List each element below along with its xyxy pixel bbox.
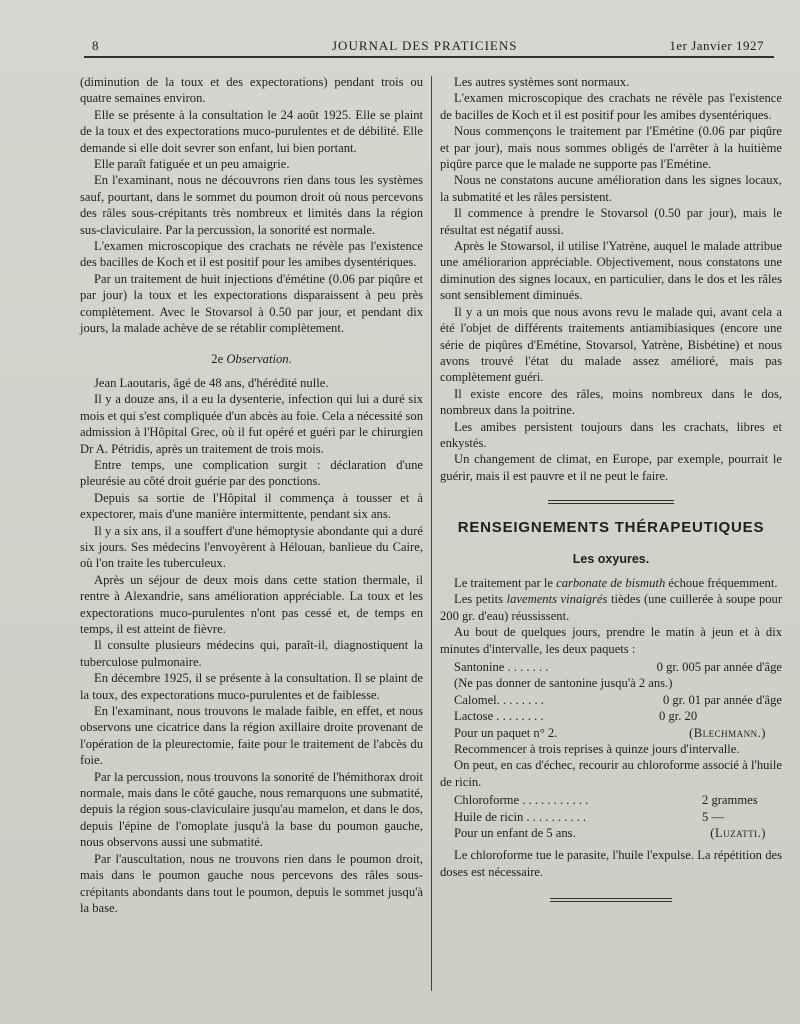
paragraph: Le chloroforme tue le parasite, l'huile l'expulse. La répétition des doses est nécessaire. (440, 848, 782, 879)
left-column (80, 74, 423, 916)
paragraph: Jean Laoutaris, âgé de 48 ans, d'hérédité nulle. (94, 375, 329, 390)
end-rule (550, 898, 672, 902)
rx-ingredient: Lactose . . . . . . . . (454, 709, 544, 724)
paragraph: Par un traitement de huit injections d'émétine (0.06 par piqûre et par jour) la toux et les expectorations disparaissent à peu près complètement. Avec le Stovarsol à 0.50 par jour, et pendant dix jours, la malade achève de se rétablir complètement. (80, 271, 423, 336)
paragraph: Depuis sa sortie de l'Hôpital il commença à tousser et à expectorer, mais d'une manière intermittente, pendant six ans. (80, 490, 423, 522)
rx-instruction: Pour un paquet n° 2. (454, 725, 558, 740)
observation-heading (80, 351, 423, 367)
paragraph: Nous ne constatons aucune amélioration dans les signes locaux, la submatité et les râles persistent. (440, 173, 782, 204)
text-run: Les petits (454, 592, 507, 607)
text-run: tièdes (une cuillerée à soupe pour 200 gr. d'eau) réussissent. (440, 592, 783, 623)
paragraph: Recommencer à trois reprises à quinze jours d'intervalle. (454, 742, 740, 757)
page-header (92, 38, 768, 58)
paragraph: Il y a un mois que nous avons revu le malade qui, avant cela a été l'objet de différents traitements antiamibiasiques (encore une série de piqûres d'Emétine, Stovarsol, Yatrène, Bisbétine) et nous avons trouvé l'état du malade assez amélioré, mais pas complètement guéri. (440, 304, 782, 385)
right-column (440, 74, 782, 902)
paragraph: En décembre 1925, il se présente à la consultation. Il se plaint de la toux, des expectorations muco-purulentes et de faiblesse. (80, 671, 423, 702)
rx-note (454, 675, 782, 691)
rx-quantity: 0 gr. 01 par année d'âge (662, 692, 782, 707)
text-run: échoue fréquemment. (665, 575, 778, 590)
paragraph: Les autres systèmes sont normaux. (454, 75, 630, 89)
rx-ingredient: Calomel. . . . . . . . (454, 692, 544, 707)
emphasis: lavements vinaigrés (506, 592, 608, 607)
rx-line (454, 792, 782, 808)
paragraph (440, 591, 782, 624)
observation-number: 2e (211, 351, 224, 366)
paragraph: L'examen microscopique des crachats ne révèle pas l'existence de bacilles de Koch et il est positif pour les amibes dysentériques. (440, 91, 782, 122)
paragraph: Les amibes persistent toujours dans les crachats, libres et enkystés. (440, 419, 782, 450)
rx-ingredient: Chloroforme . . . . . . . . . . . (454, 793, 589, 808)
rx-line (454, 825, 782, 841)
paragraph: Elle se présente à la consultation le 24 août 1925. Elle se plaint de la toux et des expectorations muco-purulentes et de débilité. Elle demande si elle doit sevrer son enfant, lui bien portant. (80, 107, 423, 155)
rx-quantity: 0 gr. 20 (659, 709, 698, 724)
paragraph: Par l'auscultation, nous ne trouvons rien dans le poumon droit, mais dans le poumon gauche nous percevons des râles sous-crépitants abondants dans tout le poumon, depuis le sommet jusqu'à la base. (80, 851, 423, 915)
paragraph: Entre temps, une complication surgit : déclaration d'une pleurésie au côté droit guérie par des ponctions. (80, 457, 423, 489)
journal-title: JOURNAL DES PRATICIENS (332, 38, 518, 53)
rx-line (454, 809, 782, 825)
subsection-title: Les oxyures. (572, 551, 650, 566)
page-number: 8 (92, 38, 99, 53)
paragraph: En l'examinant, nous trouvons le malade faible, en effet, et nous observons une cicatrice dans la région axillaire droite provenant de l'opération de la pleurectomie, faite pour le traitement de l'abcès du foie. (80, 704, 423, 768)
rx-note-text: (Ne pas donner de santonine jusqu'à 2 ans.) (454, 676, 673, 691)
emphasis: carbonate de bismuth (556, 575, 666, 590)
rx-author: (Luzatti.) (710, 826, 766, 841)
rx-line (454, 725, 782, 741)
prescription-1 (454, 659, 782, 741)
rx-quantity: 5 — (702, 809, 725, 824)
section-rule (548, 500, 674, 504)
paragraph: Il commence à prendre le Stovarsol (0.50 par jour), mais le résultat est négatif aussi. (440, 206, 782, 237)
paragraph: Il existe encore des râles, moins nombreux dans le dos, nombreux dans la poitrine. (440, 386, 782, 418)
section-title: RENSEIGNEMENTS THÉRAPEUTIQUES (457, 519, 765, 537)
paragraph: En l'examinant, nous ne découvrons rien dans tous les systèmes sauf, pourtant, dans le sommet du poumon droit où nous percevons des râles sous-crépitants très nombreux et limités dans la région sus-claviculaire. Par la percussion, la sonorité est normale. (80, 173, 423, 237)
paragraph: Au bout de quelques jours, prendre le matin à jeun et à dix minutes d'intervalle, les deux paquets : (440, 625, 782, 656)
issue-date: 1er Janvier 1927 (669, 38, 764, 53)
header-rule (84, 56, 774, 58)
rx-line (454, 708, 782, 724)
paragraph: On peut, en cas d'échec, recourir au chloroforme associé à l'huile de ricin. (440, 758, 782, 789)
paragraph: L'examen microscopique des crachats ne révèle pas l'existence des bacilles de Koch et il est positif pour les amibes dysentériques. (80, 239, 423, 270)
paragraph: Un changement de climat, en Europe, par exemple, pourrait le guérir, mais il est pauvre et il ne peut le faire. (440, 452, 782, 483)
observation-label: Observation. (226, 351, 292, 366)
paragraph: Il y a douze ans, il a eu la dysenterie, infection qui lui a duré six mois et qui s'est compliquée d'un abcès au foie. Cela a nécessité son admission à l'Hôpital Grec, où il fut opéré et guéri par le chirurgien Dr A. Pétridis, après un traitement de trois mois. (80, 392, 423, 456)
rx-line (454, 659, 782, 675)
paragraph (440, 575, 782, 591)
rx-ingredient: Santonine . . . . . . . (454, 660, 549, 674)
text-run: Le traitement par le (454, 575, 557, 590)
rx-quantity: 0 gr. 005 par année d'âge (656, 660, 782, 674)
rx-ingredient: Huile de ricin . . . . . . . . . . (454, 809, 587, 824)
rx-author: (Blechmann.) (689, 725, 766, 740)
paragraph: Après un séjour de deux mois dans cette station thermale, il rentre à Alexandrie, sans amélioration appréciable. La toux et les expectorations muco-purulentes n'ont pas cessé et, de temps en temps, il est atteint de fièvre. (80, 572, 423, 636)
rx-instruction: Pour un enfant de 5 ans. (454, 826, 576, 841)
prescription-2 (454, 792, 782, 841)
paragraph: Il y a six ans, il a souffert d'une hémoptysie abondante qui a duré six jours. Ses médecins l'envoyèrent à Hélouan, banlieue du Caire, où l'on traite les tuberculeux. (80, 523, 423, 571)
paragraph: Elle paraît fatiguée et un peu amaigrie. (94, 157, 290, 172)
paragraph: Nous commençons le traitement par l'Emétine (0.06 par piqûre et par jour), mais nous sommes obligés de l'arrêter à la huitième piqûre parce que le malade ne supporte pas l'Emétine. (440, 124, 782, 172)
paragraph: (diminution de la toux et des expectorations) pendant trois ou quatre semaines environ. (80, 75, 423, 106)
paragraph: Après le Stowarsol, il utilise l'Yatrène, auquel le malade attribue une améliorarion appréciable. Objectivement, nous constatons une diminution des signes locaux, en particulier, dans le dos et les râles sont sensiblement diminués. (440, 239, 782, 303)
paragraph: Par la percussion, nous trouvons la sonorité de l'hémithorax droit normale, mais dans le côté gauche, nous remarquons une submatité, depuis la région sous-claviculaire jusqu'au mamelon, et dans le dos, depuis l'épine de l'omoplate jusqu'à la base du poumon gauche, nous observons aussi une submatité. (80, 769, 423, 850)
column-divider (431, 76, 432, 991)
paragraph: Il consulte plusieurs médecins qui, paraît-il, diagnostiquent la tuberculose pulmonaire. (80, 638, 423, 669)
rx-quantity: 2 grammes (702, 793, 758, 808)
rx-line (454, 692, 782, 708)
